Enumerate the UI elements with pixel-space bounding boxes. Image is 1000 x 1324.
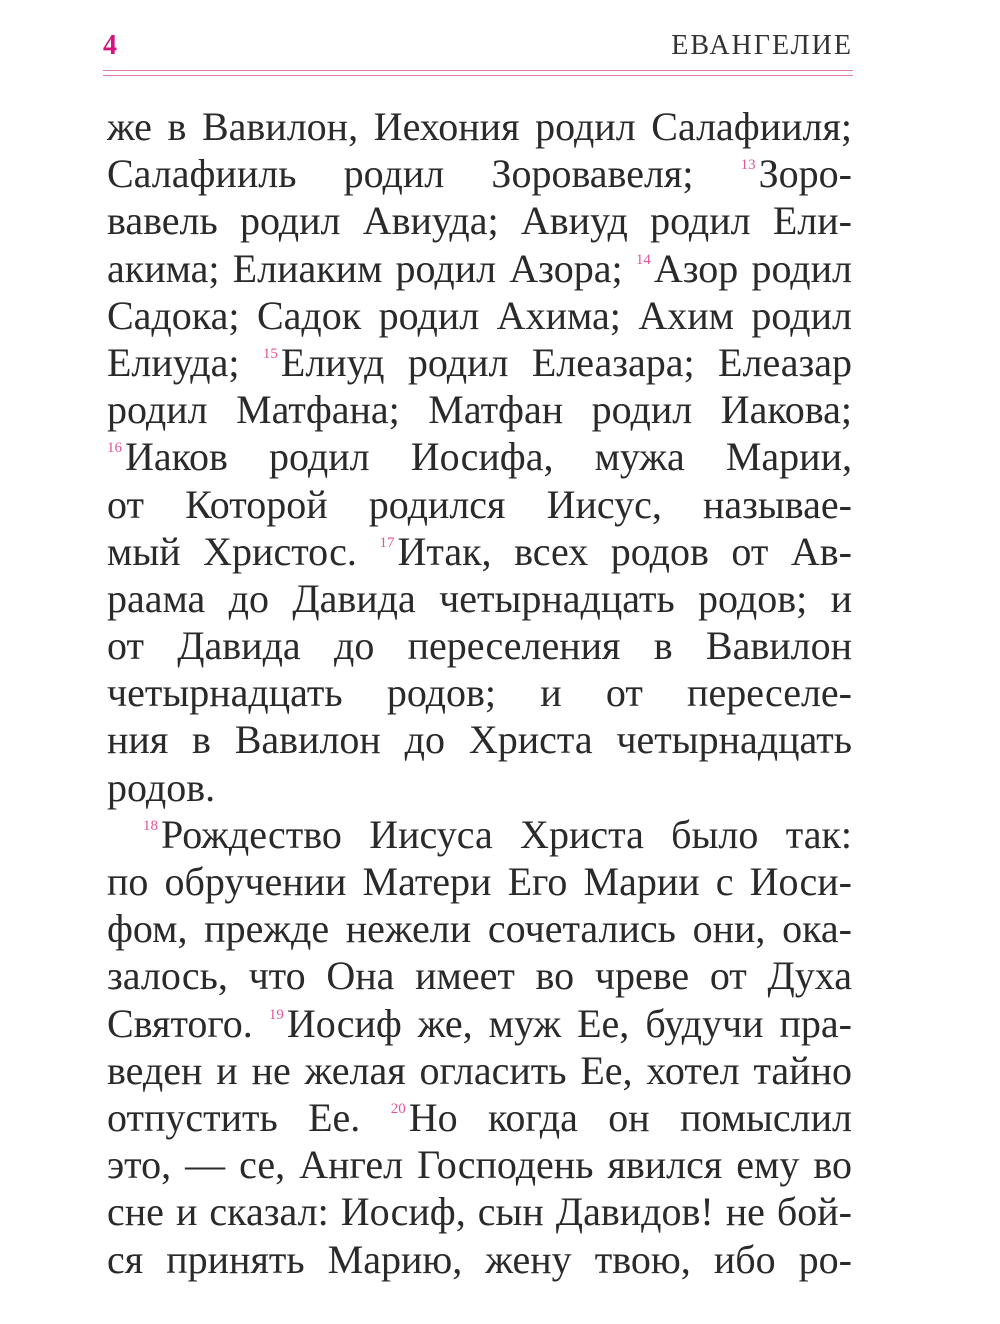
- verse-number: 20: [390, 1100, 406, 1117]
- header-rule-top: [103, 70, 853, 71]
- verse-number: 13: [740, 157, 756, 174]
- verse-number: 16: [107, 440, 122, 457]
- text-line: от Которой родился Иисус, называе-: [107, 481, 852, 527]
- header-rule-bottom: [103, 75, 853, 76]
- text-line: Садока; Садок родил Ахима; Ахим родил: [107, 292, 852, 338]
- text-line: родил Матфана; Матфан родил Иакова;: [107, 387, 852, 433]
- text-line: по обручении Матери Его Марии с Иоси-: [107, 859, 852, 904]
- text-line: акима; Елиаким родил Азора; $^{14}$Азор родил: [107, 245, 853, 291]
- text-line: четырнадцать родов; и от переселе-: [107, 670, 852, 716]
- text-line: ния в Вавилон до Христа четырнадцать: [107, 717, 852, 763]
- verse-number: 19: [268, 1006, 284, 1023]
- text-line: отпустить Ее. $^{20}$Но когда он помыслил: [107, 1094, 852, 1140]
- verse-number: 17: [379, 534, 395, 551]
- text-line: фом, прежде нежели сочетались они, ока-: [107, 906, 852, 952]
- text-line: родов.: [107, 764, 216, 810]
- text-line: Елиуда; $^{15}$Елиуд родил Елеазара; Елеазар: [107, 339, 852, 385]
- text-line: же в Вавилон, Иехония родил Салафииля;: [107, 104, 852, 149]
- page-header: [103, 24, 853, 64]
- text-line: сне и сказал: Иосиф, сын Давидов! не бой-: [107, 1189, 852, 1235]
- text-line: веден и не желая огласить Ее, хотел тайно: [107, 1047, 852, 1093]
- text-line: $^{16}$Иаков родил Иосифа, мужа Марии,: [107, 434, 852, 480]
- page-number: 4: [103, 30, 117, 61]
- text-line: раама до Давида четырнадцать родов; и: [107, 575, 852, 621]
- text-line: $^{18}$Рождество Иисуса Христа было так:: [143, 811, 852, 857]
- scripture-text: [107, 103, 852, 1283]
- verse-number: 14: [635, 251, 651, 268]
- text-line: вавель родил Авиуда; Авиуд родил Ели-: [107, 198, 852, 244]
- text-line: залось, что Она имеет во чреве от Духа: [107, 953, 852, 999]
- running-title: ЕВАНГЕЛИЕ: [671, 30, 853, 61]
- text-line: от Давида до переселения в Вавилон: [107, 623, 852, 669]
- text-line: Салафииль родил Зоровавеля; $^{13}$Зоро-: [107, 151, 852, 197]
- verse-number: 18: [143, 817, 158, 834]
- text-line: мый Христос. $^{17}$Итак, всех родов от Ав-: [107, 528, 853, 574]
- text-line: ся принять Марию, жену твою, ибо ро-: [107, 1236, 852, 1282]
- text-line: Святого. $^{19}$Иосиф же, муж Ее, будучи пра-: [107, 1000, 852, 1046]
- verse-number: 15: [262, 345, 278, 362]
- text-line: это, — се, Ангел Господень явился ему во: [107, 1142, 852, 1188]
